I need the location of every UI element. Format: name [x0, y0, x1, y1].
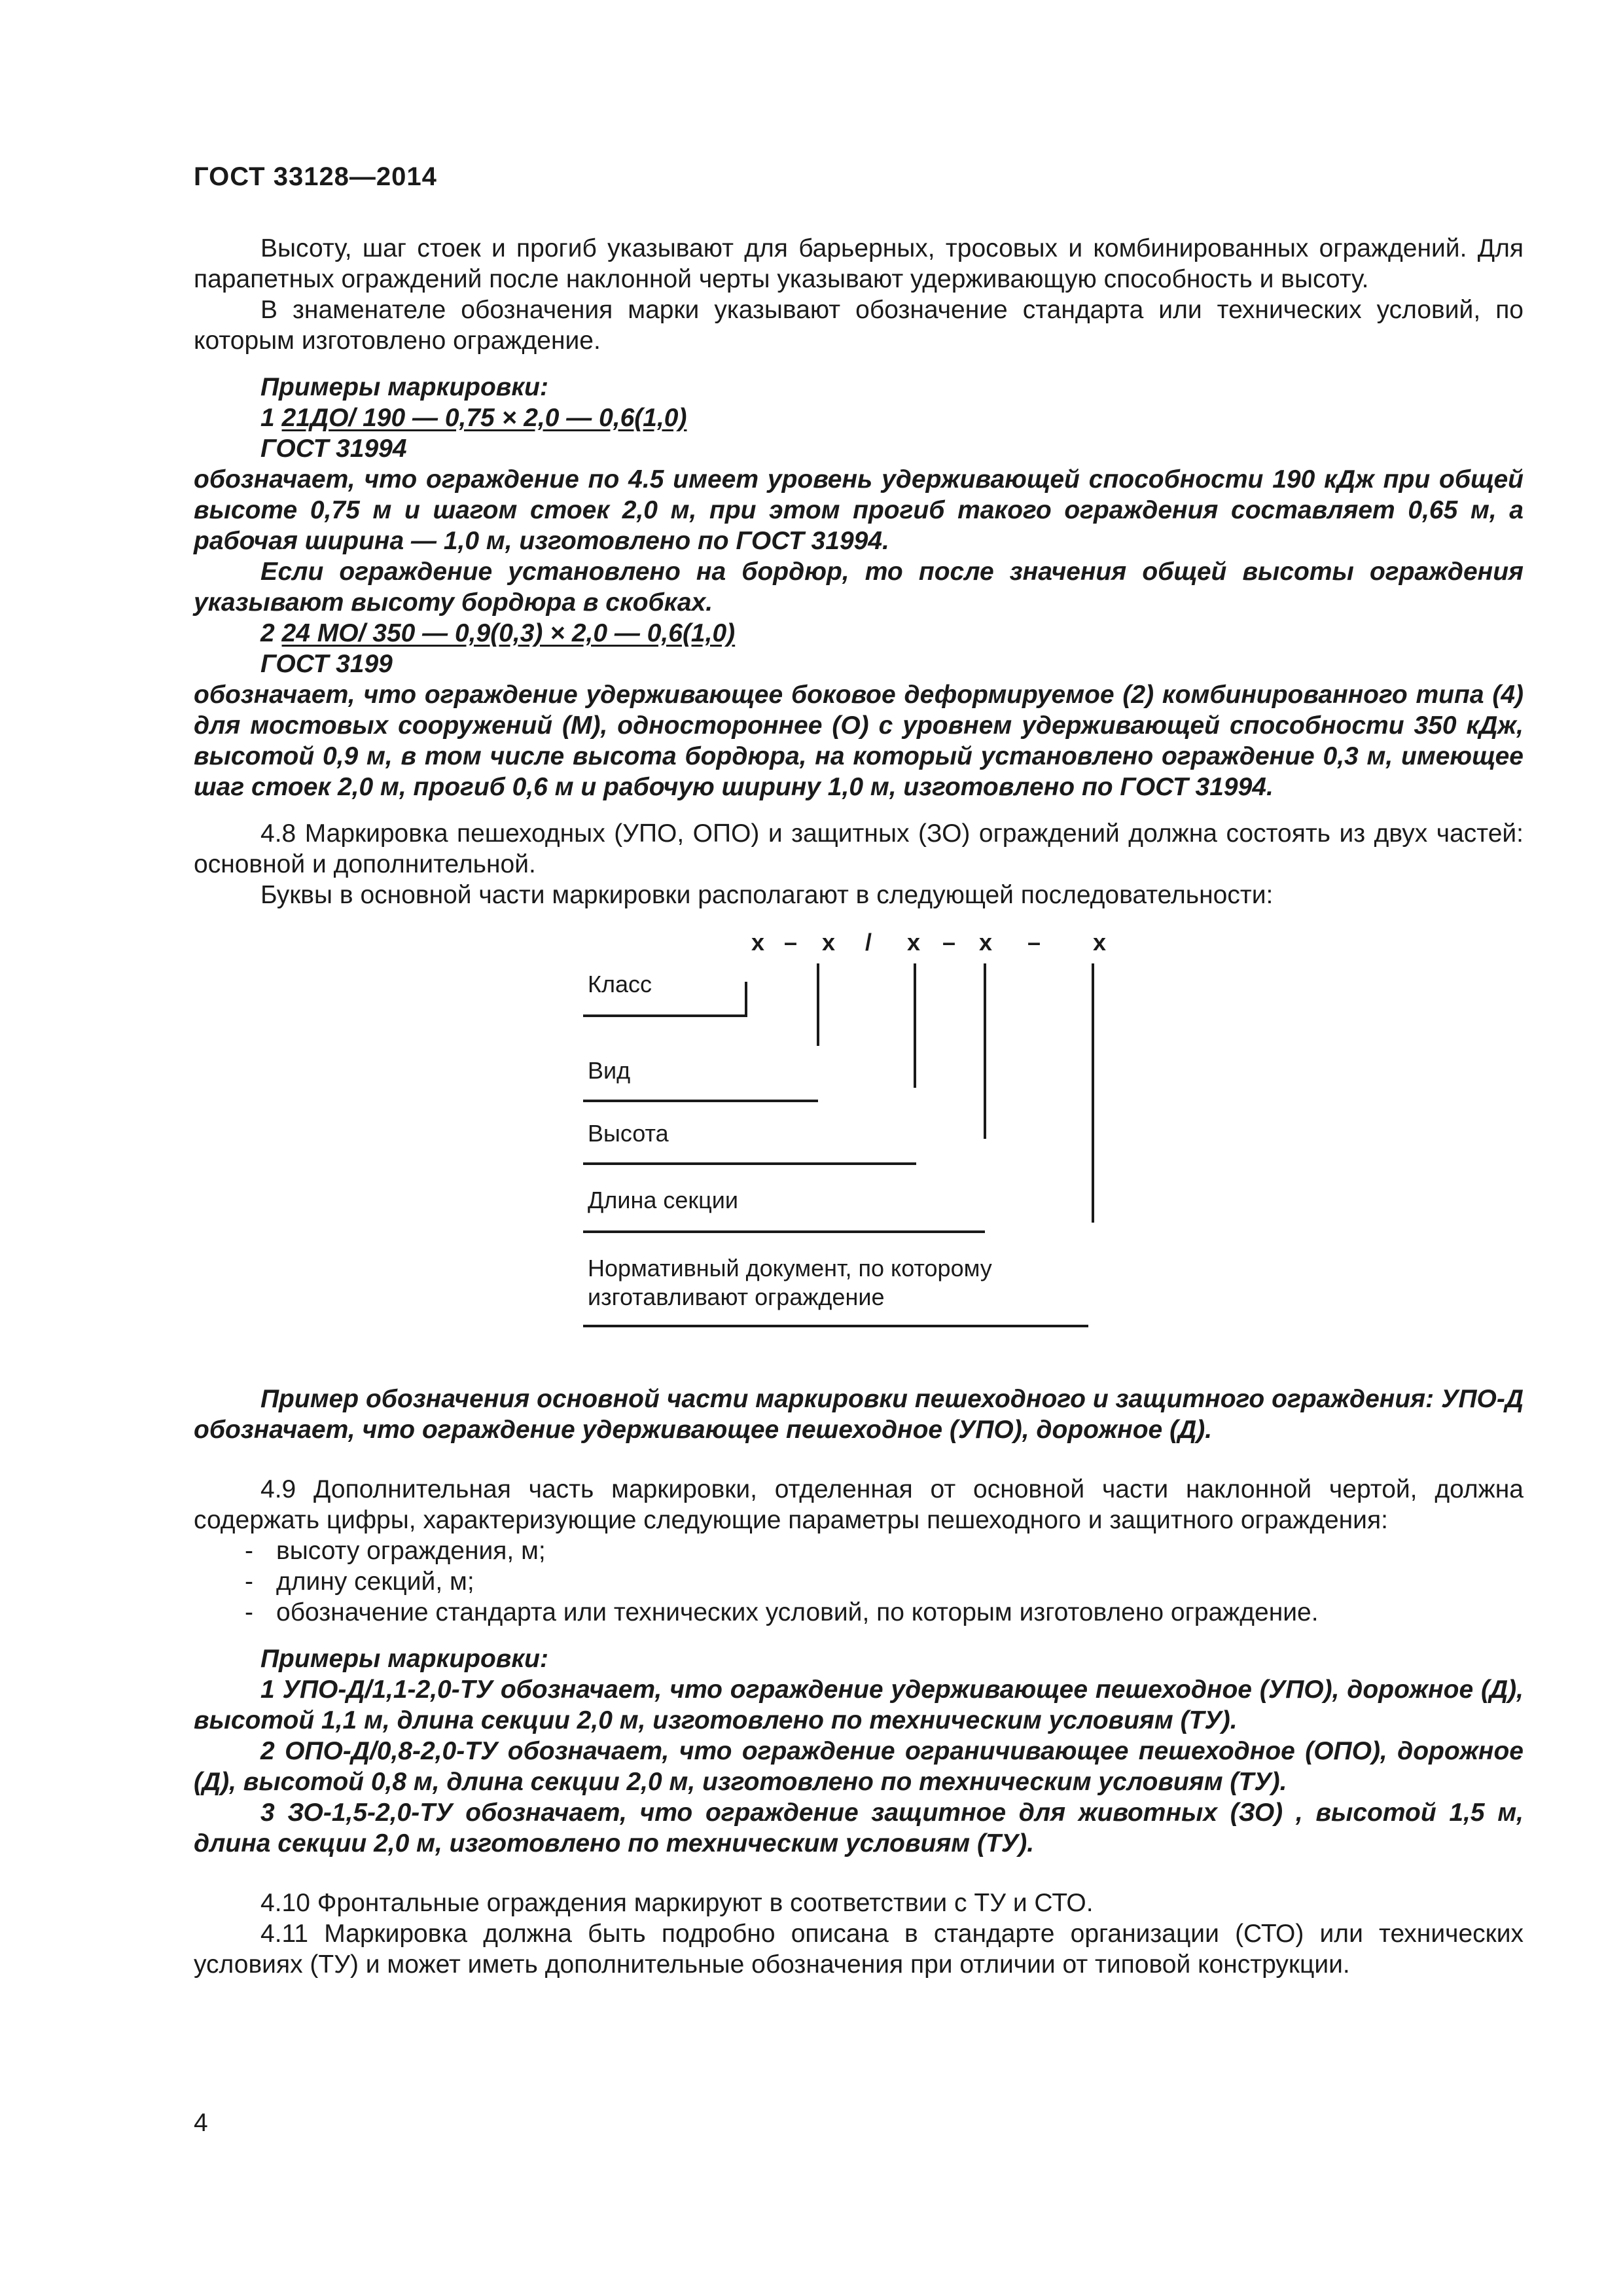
- list-item: [194, 1535, 1524, 1566]
- section-4-9-paragraph: 4.9 Дополнительная часть маркировки, отделенная от основной части наклонной чертой, должна содержать цифры, характеризующие следующие параметры пешеходного и защитного ограждения:: [194, 1475, 1524, 1534]
- symbol-4: /: [865, 929, 872, 956]
- page-number: 4: [194, 2109, 208, 2137]
- example-1-numerator: 21ДО/ 190 — 0,75 × 2,0 — 0,6(1,0): [281, 404, 687, 432]
- example-main-part: Пример обозначения основной части маркировки пешеходного и защитного ограждения: УПО-Д обозначает, что ограждение удерживающее пешеходное (УПО), дорожное (Д).: [194, 1385, 1524, 1444]
- label-class: Класс: [588, 971, 652, 997]
- examples-title-2: Примеры маркировки:: [260, 1645, 548, 1673]
- example-opo: 2 ОПО-Д/0,8-2,0-ТУ обозначает, что ограждение ограничивающее пешеходное (ОПО), дорожное (Д), высотой 0,8 м, длина секции 2,0 м, изготовлено по техническим условиям (ТУ).: [194, 1737, 1524, 1796]
- example-1-text: обозначает, что ограждение по 4.5 имеет уровень удерживающей способности 190 кДж при общей высоте 0,75 м и шагом стоек 2,0 м, при этом прогиб такого ограждения составляет 0,65 м, а рабочая ширина — 1,0 м, изготовлено по ГОСТ 31994.: [194, 465, 1524, 555]
- example-2-numerator: 24 МО/ 350 — 0,9(0,3) × 2,0 — 0,6(1,0): [281, 619, 736, 647]
- list-item-standard: обозначение стандарта или технических условий, по которым изготовлено ограждение.: [276, 1598, 1319, 1626]
- paragraph-height-pitch: Высоту, шаг стоек и прогиб указывают для барьерных, тросовых и комбинированных ограждений. Для парапетных ограждений после наклонной черты указывают удерживающую способность и высоту.: [194, 234, 1524, 293]
- symbol-1: x: [751, 929, 765, 956]
- label-kind: Вид: [588, 1057, 631, 1084]
- list-marker: -: [245, 1568, 253, 1596]
- example-2-number: 2: [260, 619, 275, 647]
- example-zo: 3 ЗО-1,5-2,0-ТУ обозначает, что ограждение защитное для животных (ЗО) , высотой 1,5 м, длина секции 2,0 м, изготовлено по техническим условиям (ТУ).: [194, 1799, 1524, 1857]
- section-4-8-sequence: Буквы в основной части маркировки располагают в следующей последовательности:: [260, 881, 1274, 909]
- label-normdoc-line1: Нормативный документ, по которому: [588, 1255, 992, 1282]
- label-normdoc-line2: изготавливают ограждение: [588, 1283, 885, 1310]
- label-section-length: Длина секции: [588, 1187, 739, 1213]
- standard-header: ГОСТ 33128—2014: [194, 162, 437, 191]
- section-4-11-paragraph: 4.11 Маркировка должна быть подробно описана в стандарте организации (СТО) или технических условиях (ТУ) и может иметь дополнительные обозначения при отличии от типовой конструкции.: [194, 1920, 1524, 1979]
- list-item: [194, 1597, 1524, 1628]
- section-4-10-paragraph: 4.10 Фронтальные ограждения маркируют в соответствии с ТУ и СТО.: [260, 1889, 1094, 1917]
- example-1-number: 1: [260, 404, 275, 432]
- label-height: Высота: [588, 1120, 669, 1147]
- paragraph-denominator: В знаменателе обозначения марки указывают обозначение стандарта или технических условий, по которым изготовлено ограждение.: [194, 296, 1524, 355]
- example-upo: 1 УПО-Д/1,1-2,0-ТУ обозначает, что ограждение удерживающее пешеходное (УПО), дорожное (Д), высотой 1,1 м, длина секции 2,0 м, изготовлено по техническим условиям (ТУ).: [194, 1676, 1524, 1734]
- symbol-7: x: [979, 929, 993, 956]
- symbol-8: –: [1027, 929, 1041, 956]
- diagram-symbols: [751, 929, 1106, 956]
- curb-note: Если ограждение установлено на бордюр, то после значения общей высоты ограждения указывают высоту бордюра в скобках.: [194, 558, 1524, 617]
- list-item-height: высоту ограждения, м;: [276, 1537, 546, 1565]
- list-item-length: длину секций, м;: [276, 1568, 474, 1596]
- list-item: [194, 1566, 1524, 1597]
- list-marker: -: [245, 1537, 253, 1565]
- symbol-3: x: [822, 929, 836, 956]
- lower-text-block: [194, 1384, 1524, 1980]
- example-1-denominator: ГОСТ 31994: [260, 435, 407, 463]
- diagram-labels: [588, 971, 992, 1310]
- list-marker: -: [245, 1598, 253, 1626]
- symbol-5: x: [907, 929, 921, 956]
- symbol-9: x: [1093, 929, 1107, 956]
- section-4-8-paragraph: 4.8 Маркировка пешеходных (УПО, ОПО) и защитных (ЗО) ограждений должна состоять из двух частей: основной и дополнительной.: [194, 819, 1524, 878]
- example-2-denominator: ГОСТ 3199: [260, 650, 393, 678]
- examples-title: Примеры маркировки:: [260, 373, 548, 401]
- example-2-text: обозначает, что ограждение удерживающее боковое деформируемое (2) комбинированного типа (4) для мостовых сооружений (М), одностороннее (О) с уровнем удерживающей способности 350 кДж, высотой 0,9 м, в том числе высота бордюра, на который установлено ограждение 0,3 м, имеющее шаг стоек 2,0 м, прогиб 0,6 м и рабочую ширину 1,0 м, изготовлено по ГОСТ 31994.: [194, 681, 1524, 801]
- symbol-6: –: [942, 929, 956, 956]
- symbol-2: –: [784, 929, 798, 956]
